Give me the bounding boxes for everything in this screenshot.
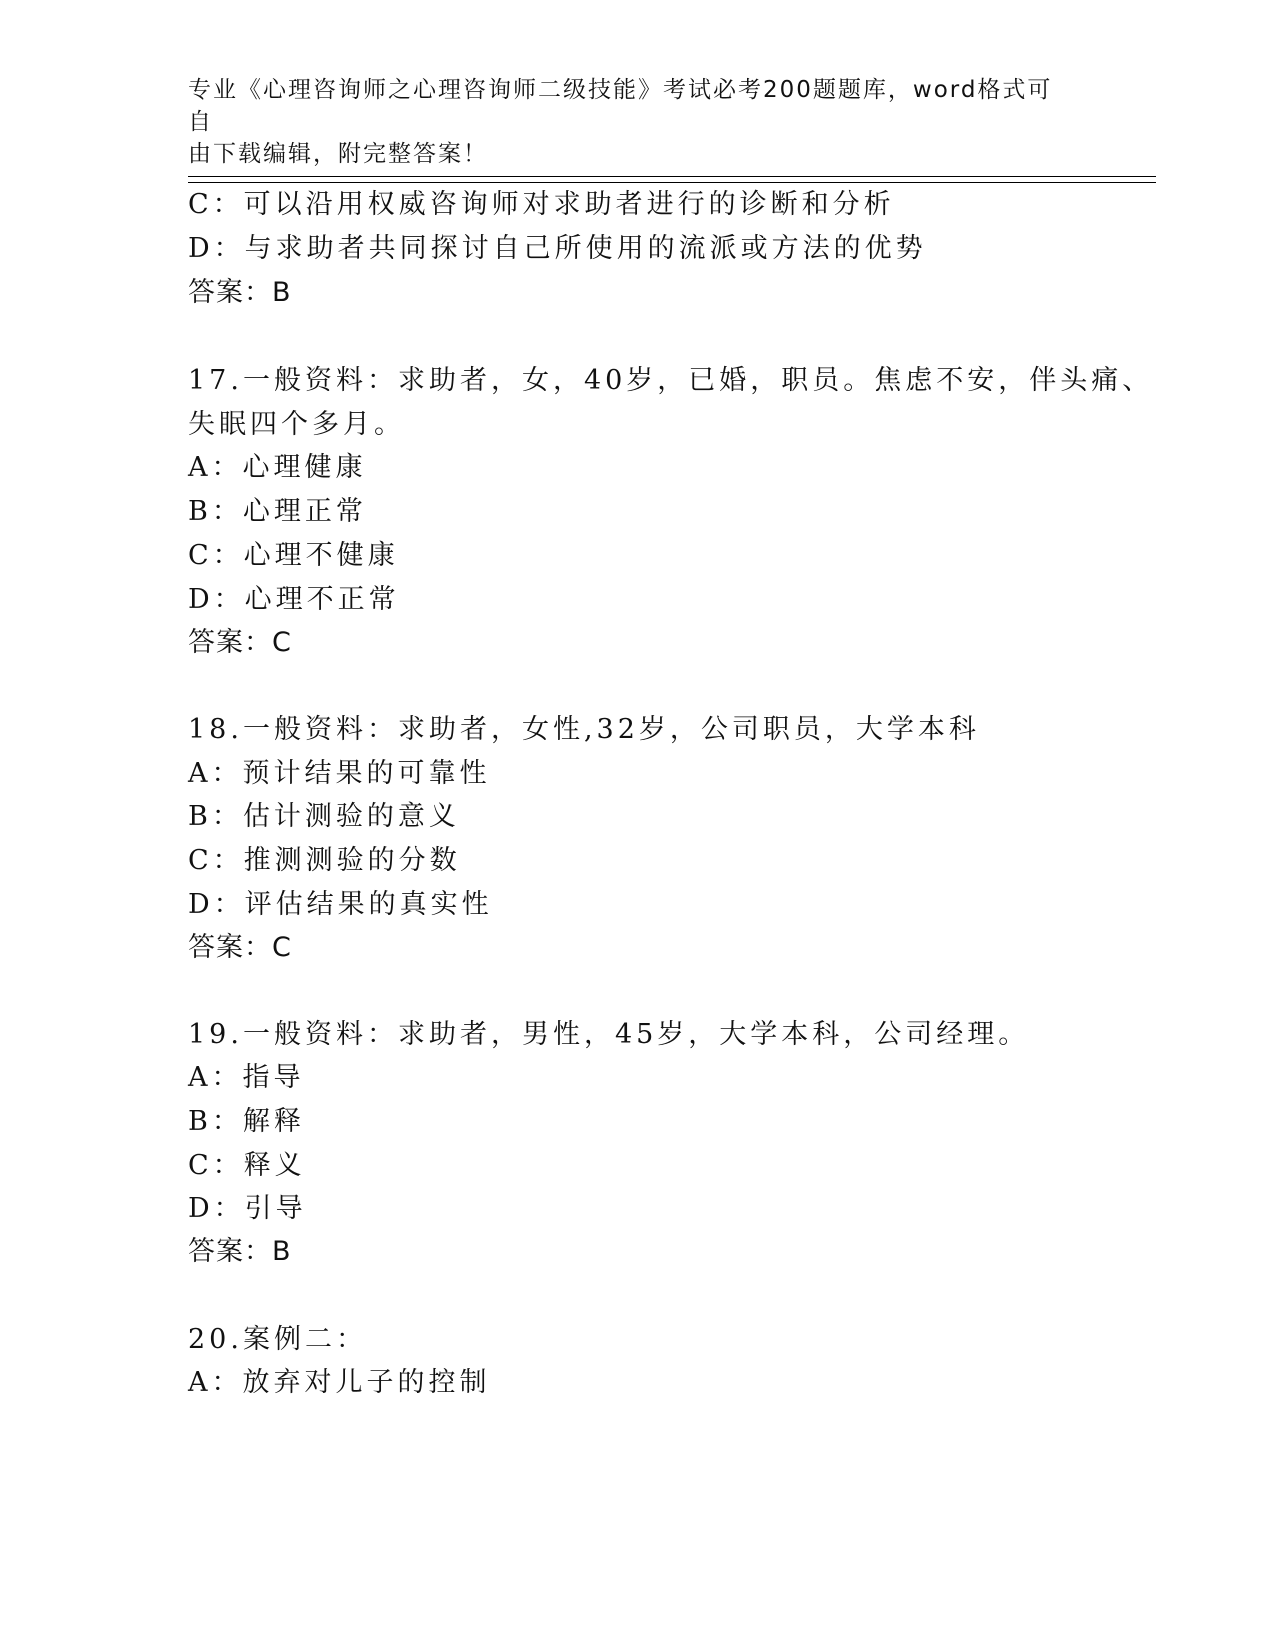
question-stem: 18.一般资料：求助者，女性,32岁，公司职员，大学本科 [188, 714, 980, 745]
option-d: D：心理不正常 [188, 584, 400, 615]
header-divider-bottom [188, 182, 1156, 183]
option-a: A：放弃对儿子的控制 [188, 1367, 491, 1398]
header-divider-top [188, 176, 1156, 177]
option-a: A：预计结果的可靠性 [188, 758, 491, 789]
option-d: D：评估结果的真实性 [188, 889, 493, 920]
option-c: C：释义 [188, 1150, 306, 1181]
option-a: A：心理健康 [188, 452, 367, 483]
question-stem-continued: 失眠四个多月。 [188, 409, 405, 440]
option-c: C：心理不健康 [188, 540, 399, 571]
option-b: B：解释 [188, 1106, 305, 1137]
option-d: D：引导 [188, 1193, 307, 1224]
option-c: C：可以沿用权威咨询师对求助者进行的诊断和分析 [188, 189, 895, 220]
question-stem: 20.案例二： [188, 1324, 367, 1355]
header-line-2: 由下载编辑，附完整答案！ [188, 141, 488, 167]
option-d: D：与求助者共同探讨自己所使用的流派或方法的优势 [188, 233, 927, 264]
question-stem: 17.一般资料：求助者，女，40岁，已婚，职员。焦虑不安，伴头痛、 [188, 365, 1154, 396]
option-b: B：心理正常 [188, 496, 367, 527]
option-b: B：估计测验的意义 [188, 801, 460, 832]
document-header [188, 74, 1068, 170]
answer-label: 答案：C [188, 627, 292, 658]
answer-label: 答案：B [188, 277, 292, 308]
question-stem: 19.一般资料：求助者，男性，45岁，大学本科，公司经理。 [188, 1019, 1030, 1050]
option-a: A：指导 [188, 1062, 305, 1093]
answer-label: 答案：C [188, 932, 292, 963]
option-c: C：推测测验的分数 [188, 845, 461, 876]
answer-label: 答案：B [188, 1236, 292, 1267]
header-line-1: 专业《心理咨询师之心理咨询师二级技能》考试必考200题题库，word格式可自 [188, 77, 1053, 135]
